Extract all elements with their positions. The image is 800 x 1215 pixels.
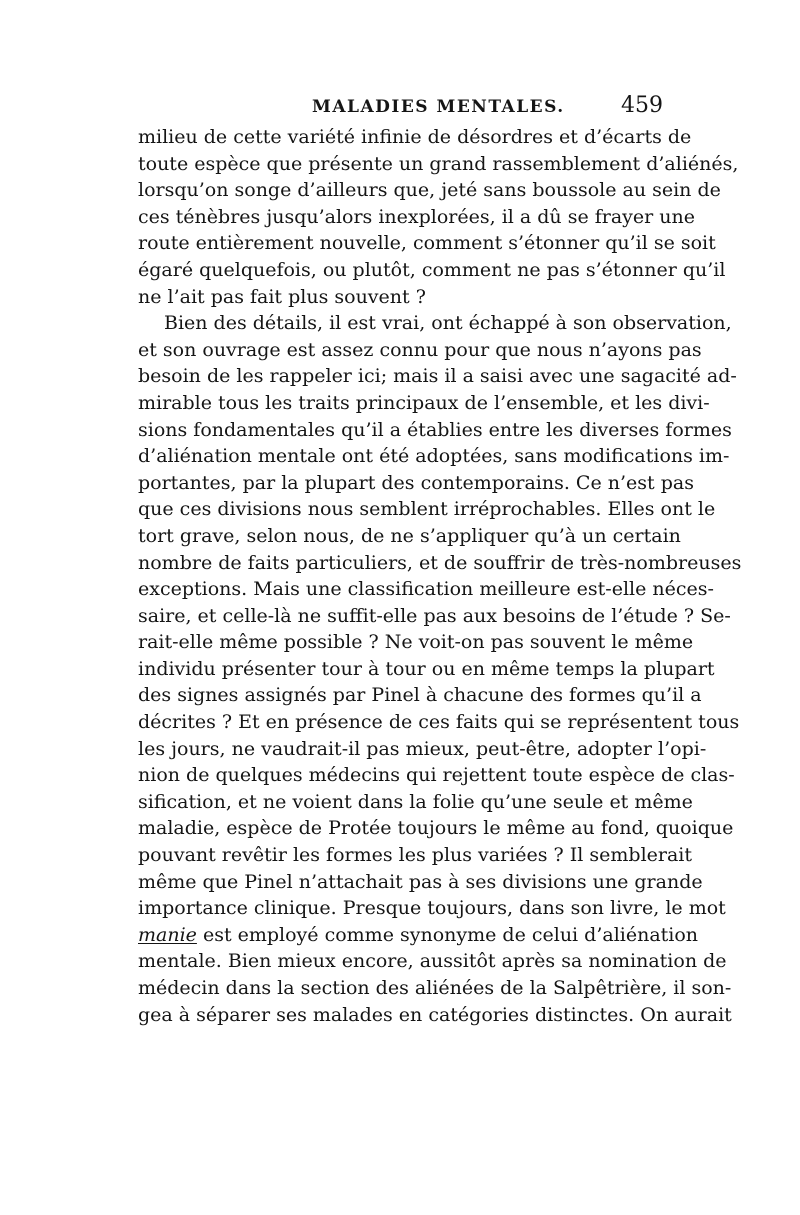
text-line: des signes assignés par Pinel à chacune des formes qu’il a: [138, 684, 702, 707]
text-line: toute espèce que présente un grand rassemblement d’aliénés,: [138, 152, 739, 175]
running-title: MALADIES MENTALES.: [312, 97, 565, 117]
text-line: route entièrement nouvelle, comment s’étonner qu’il se soit: [138, 232, 716, 255]
text-line: les jours, ne vaudrait-il pas mieux, peut-être, adopter l’opi-: [138, 737, 707, 760]
text-line: ces ténèbres jusqu’alors inexplorées, il a dû se frayer une: [138, 205, 695, 228]
text-line: saire, et celle-là ne suffit-elle pas aux besoins de l’étude ? Se-: [138, 604, 731, 627]
text-line: lorsqu’on songe d’ailleurs que, jeté sans boussole au sein de: [138, 179, 721, 202]
text-line: mirable tous les traits principaux de l’ensemble, et les divi-: [138, 391, 710, 414]
text-line: sification, et ne voient dans la folie qu’une seule et même: [138, 790, 693, 813]
text-line: et son ouvrage est assez connu pour que nous n’ayons pas: [138, 338, 702, 361]
text-line: individu présenter tour à tour ou en même temps la plupart: [138, 657, 715, 680]
text-line: ne l’ait pas fait plus souvent ?: [138, 285, 426, 308]
text-line: portantes, par la plupart des contemporains. Ce n’est pas: [138, 471, 694, 494]
text-line: sions fondamentales qu’il a établies entre les diverses formes: [138, 418, 732, 441]
text-line: exceptions. Mais une classification meilleure est-elle néces-: [138, 578, 714, 601]
text-line: gea à séparer ses malades en catégories distinctes. On aurait: [138, 1003, 732, 1026]
text-line: milieu de cette variété infinie de désordres et d’écarts de: [138, 126, 692, 148]
text-line: nombre de faits particuliers, et de souffrir de très-nombreuses: [138, 551, 742, 574]
text-line: rait-elle même possible ? Ne voit-on pas souvent le même: [138, 631, 694, 654]
text-line-with-emphasis: [138, 922, 699, 949]
text-line: décrites ? Et en présence de ces faits qui se représentent tous: [138, 711, 740, 734]
text-line: même que Pinel n’attachait pas à ses divisions une grande: [138, 870, 703, 893]
text-line: médecin dans la section des aliénées de la Salpêtrière, il son-: [138, 977, 732, 999]
text-line: maladie, espèce de Protée toujours le même au fond, quoique: [138, 817, 734, 840]
text-line: Bien des détails, il est vrai, ont échappé à son observation,: [164, 312, 732, 335]
text-line: mentale. Bien mieux encore, aussitôt après sa nomination de: [138, 950, 727, 973]
text-line-rest: est employé comme synonyme de celui d’aliénation: [202, 923, 699, 946]
text-line: besoin de les rappeler ici; mais il a saisi avec une sagacité ad-: [138, 365, 737, 388]
running-head: [0, 92, 800, 120]
text-line: tort grave, selon nous, de ne s’appliquer qu’à un certain: [138, 524, 681, 547]
text-line: d’aliénation mentale ont été adoptées, sans modifications im-: [138, 445, 730, 468]
page-number: 459: [621, 93, 663, 118]
text-line: égaré quelquefois, ou plutôt, comment ne pas s’étonner qu’il: [138, 258, 726, 281]
emphasized-word: manie: [138, 923, 197, 946]
text-line: nion de quelques médecins qui rejettent toute espèce de clas-: [138, 764, 735, 787]
text-line: importance clinique. Presque toujours, dans son livre, le mot: [138, 897, 726, 920]
body-text: [138, 124, 742, 1028]
text-line: pouvant revêtir les formes les plus variées ? Il semblerait: [138, 844, 693, 867]
text-line: que ces divisions nous semblent irréprochables. Elles ont le: [138, 498, 716, 521]
